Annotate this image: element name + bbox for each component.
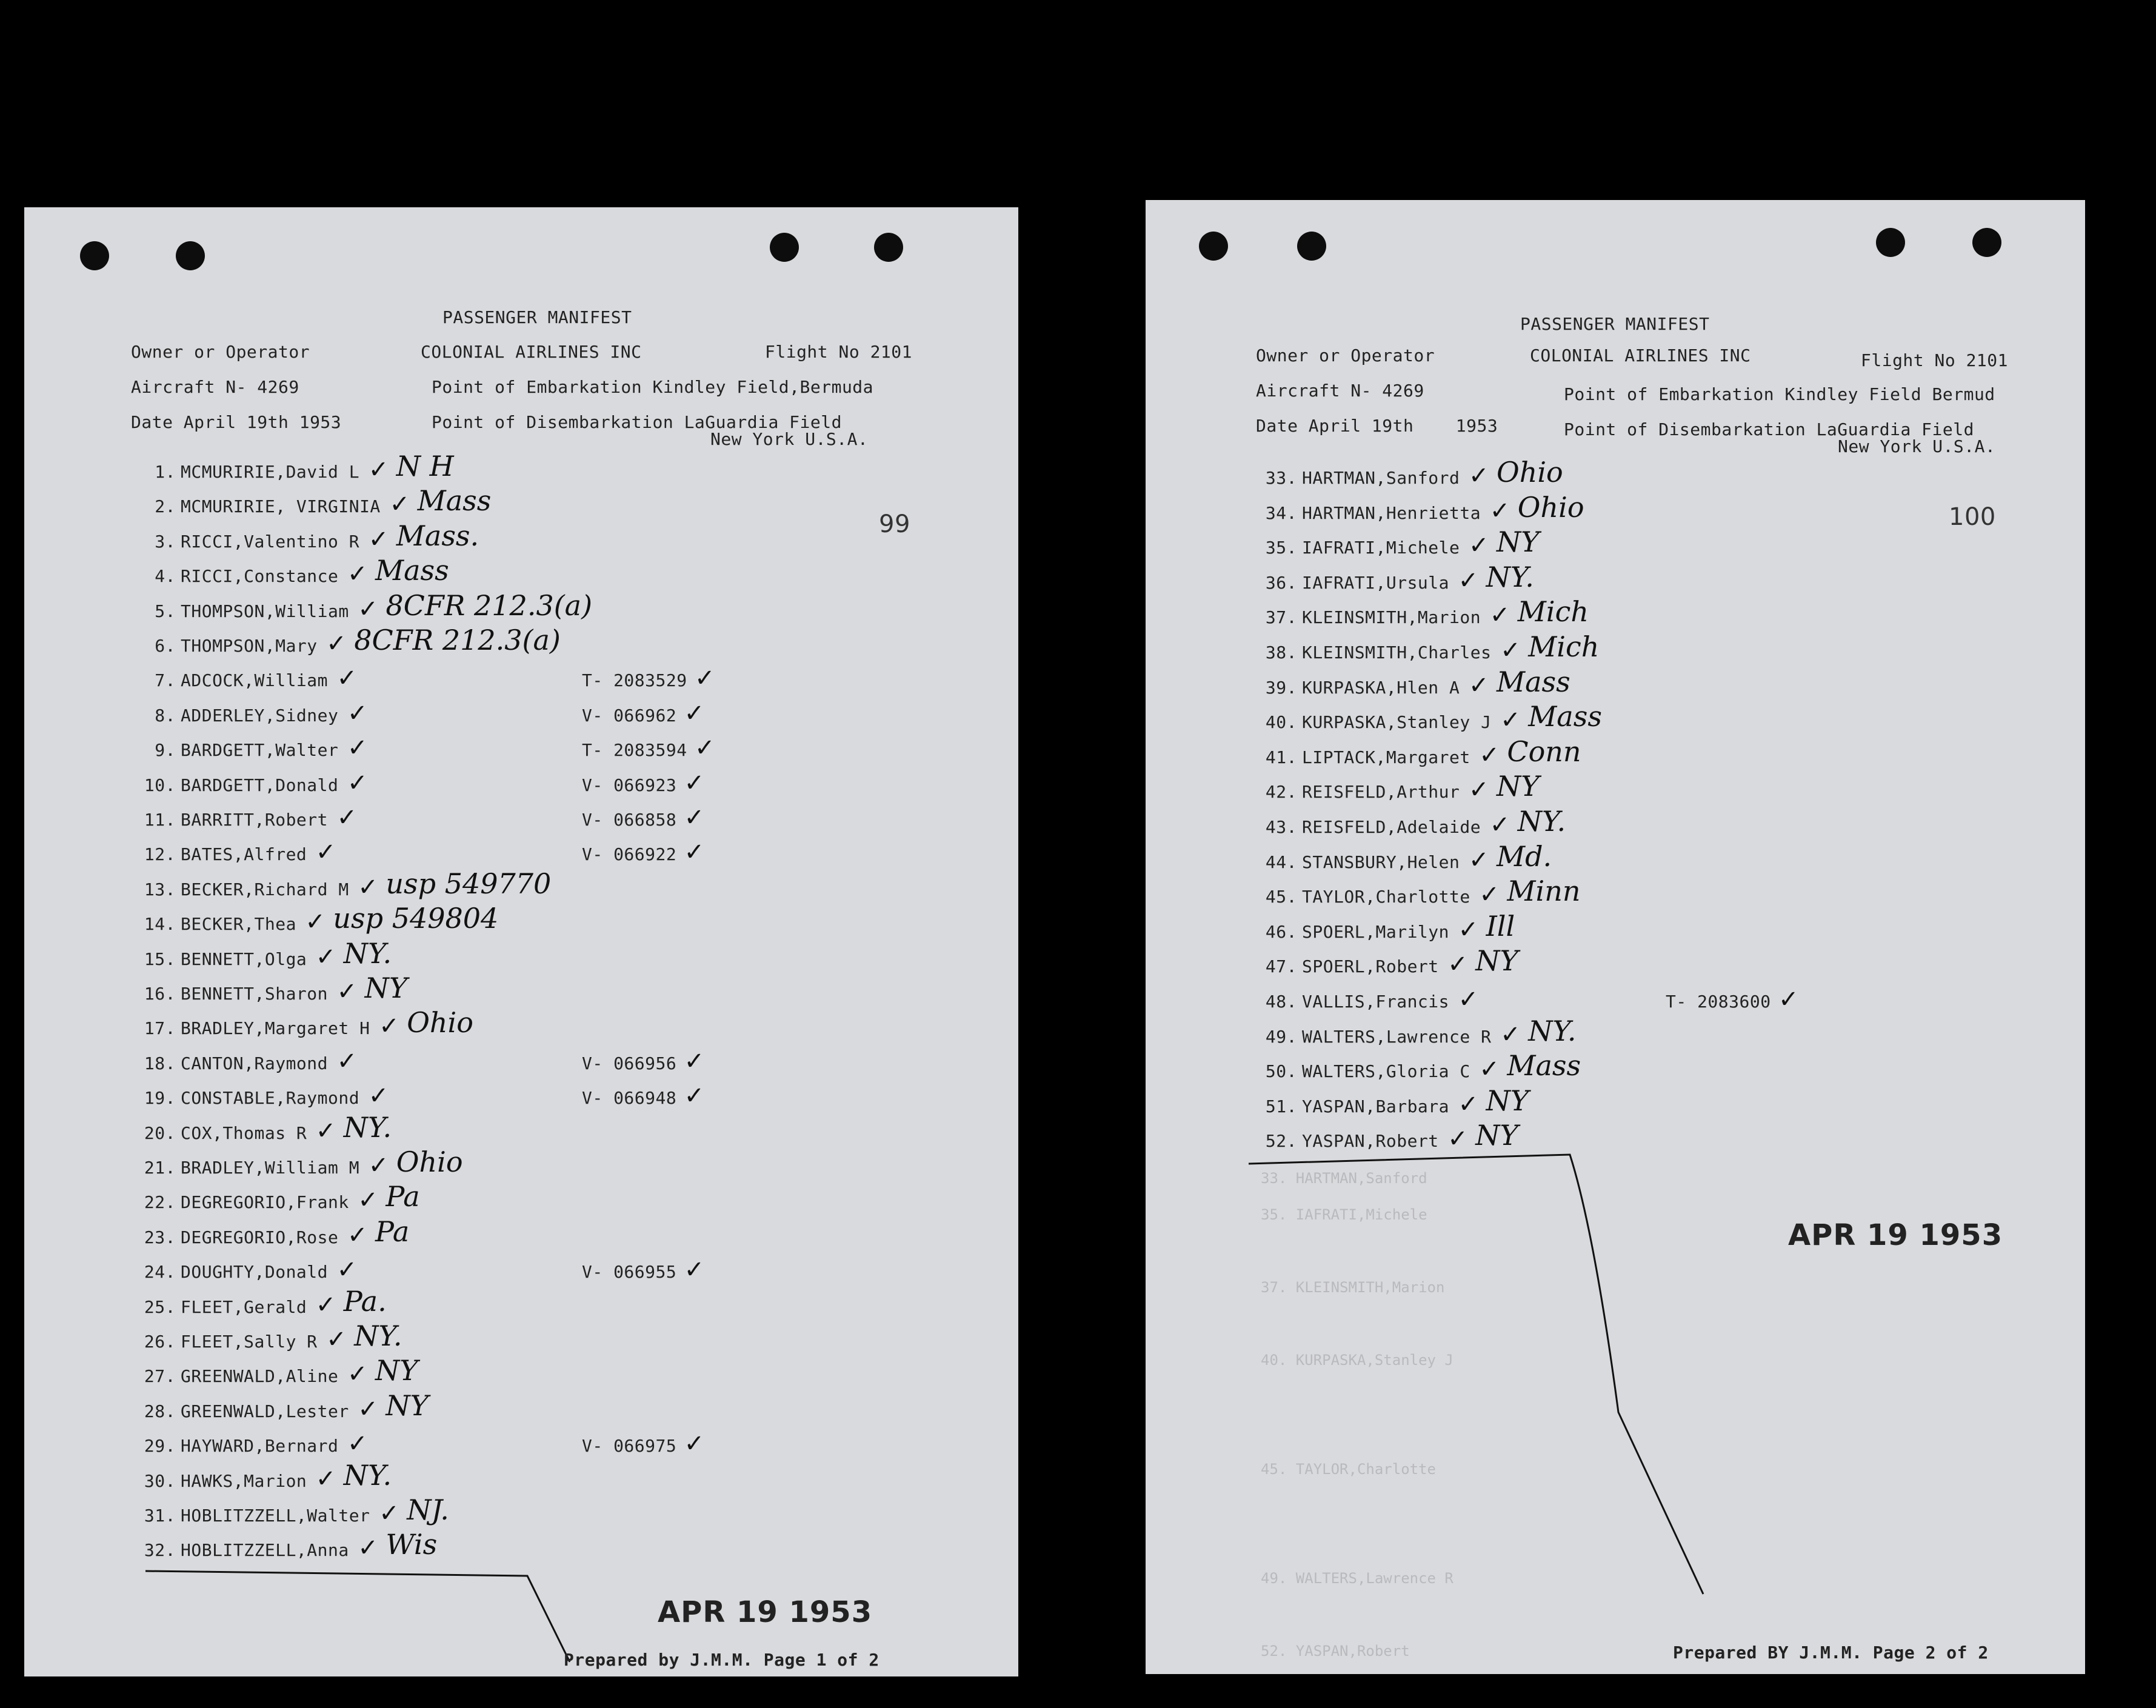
passenger-number: 3.: [155, 531, 176, 552]
aircraft-number: Aircraft N- 4269: [131, 377, 299, 397]
passenger-name: RICCI,Valentino R: [181, 531, 360, 552]
passenger-name: HARTMAN,Henrietta: [1302, 502, 1481, 523]
check-mark-icon: ✓: [347, 734, 368, 762]
handwritten-note: NY: [364, 972, 408, 1004]
passenger-name: BARRITT,Robert: [181, 810, 329, 830]
passenger-number: 30.: [144, 1470, 176, 1491]
check-mark-icon: ✓: [358, 873, 378, 901]
handwritten-note: Conn: [1507, 735, 1581, 768]
check-mark-icon: ✓: [1447, 950, 1468, 979]
passenger-name: CONSTABLE,Raymond: [181, 1088, 360, 1109]
check-mark-icon: ✓: [1458, 1090, 1479, 1118]
handwritten-note: Md.: [1497, 839, 1552, 873]
passenger-name: KURPASKA,Hlen A: [1302, 677, 1460, 698]
passenger-name: KLEINSMITH,Marion: [1302, 607, 1481, 628]
handwritten-note: NY.: [343, 1458, 392, 1492]
passenger-name: WALTERS,Gloria C: [1302, 1061, 1470, 1082]
passenger-name: HOBLITZZELL,Anna: [181, 1540, 349, 1561]
passenger-number: 10.: [144, 775, 176, 795]
passenger-number: 39.: [1265, 677, 1297, 698]
handwritten-note: NY: [375, 1354, 418, 1387]
passenger-number: 12.: [144, 844, 176, 865]
passenger-name: REISFELD,Adelaide: [1302, 817, 1481, 837]
check-mark-icon: ✓: [358, 1534, 378, 1563]
check-mark-icon: ✓: [1458, 566, 1479, 595]
prepared-by-footer: Prepared by J.M.M. Page 1 of 2: [564, 1650, 879, 1670]
disembarkation: Point of Disembarkation LaGuardia Field: [1564, 419, 1974, 439]
manifest-date: Date April 19th 1953: [1256, 416, 1498, 436]
page-number: 100: [1949, 503, 1996, 531]
passenger-number: 27.: [144, 1366, 176, 1387]
passenger-number: 45.: [1265, 887, 1297, 907]
passenger-number: 9.: [155, 740, 176, 761]
check-mark-icon: ✓: [368, 1082, 389, 1110]
check-mark-icon: ✓: [1500, 706, 1521, 735]
handwritten-note: N H: [396, 450, 454, 482]
check-mark-icon: ✓: [336, 1256, 358, 1284]
bleed-through: 52. YASPAN,Robert: [1261, 1643, 1410, 1660]
passenger-name: GREENWALD,Lester: [181, 1401, 349, 1421]
passenger-number: 17.: [144, 1018, 176, 1039]
passenger-number: 22.: [144, 1192, 176, 1213]
check-mark-icon: ✓: [389, 490, 410, 519]
check-mark-icon: ✓: [684, 769, 705, 797]
manifest-page-1: [24, 207, 1018, 1676]
passenger-number: 26.: [144, 1332, 176, 1352]
check-mark-icon: ✓: [347, 1360, 368, 1389]
handwritten-note: Mass: [1507, 1049, 1581, 1083]
passenger-number: 8.: [155, 705, 176, 726]
passenger-number: 21.: [144, 1158, 176, 1178]
handwritten-note: Mich: [1517, 595, 1589, 629]
passenger-number: 46.: [1265, 921, 1297, 942]
travel-document-number: V- 066948: [582, 1088, 677, 1109]
handwritten-note: NY.: [1528, 1014, 1577, 1047]
passenger-number: 15.: [144, 949, 176, 969]
passenger-number: 14.: [144, 914, 176, 935]
check-mark-icon: ✓: [1479, 881, 1500, 909]
passenger-number: 13.: [144, 879, 176, 899]
closing-line: [24, 207, 1018, 1676]
manifest-page-2: [1146, 200, 2085, 1674]
passenger-name: DEGREGORIO,Frank: [181, 1192, 349, 1213]
handwritten-note: NY: [1486, 1084, 1529, 1117]
passenger-number: 16.: [144, 984, 176, 1004]
handwritten-note: NY.: [1517, 805, 1566, 838]
check-mark-icon: ✓: [326, 630, 347, 658]
handwritten-note: 8CFR 212.3(a): [385, 589, 593, 622]
check-mark-icon: ✓: [1479, 741, 1500, 769]
passenger-name: COX,Thomas R: [181, 1123, 307, 1143]
handwritten-note: Pa.: [343, 1284, 387, 1318]
passenger-number: 36.: [1265, 572, 1297, 593]
bleed-through: 37. KLEINSMITH,Marion: [1261, 1279, 1445, 1296]
bleed-through: 49. WALTERS,Lawrence R: [1261, 1570, 1453, 1587]
check-mark-icon: ✓: [1489, 496, 1510, 525]
disembarkation-city: New York U.S.A.: [1838, 436, 1996, 456]
check-mark-icon: ✓: [1469, 462, 1489, 490]
check-mark-icon: ✓: [347, 560, 368, 589]
passenger-name: KLEINSMITH,Charles: [1302, 642, 1492, 662]
handwritten-note: NY: [385, 1389, 429, 1422]
check-mark-icon: ✓: [1489, 811, 1510, 839]
passenger-number: 4.: [155, 566, 176, 587]
travel-document-number: T- 2083594: [582, 740, 687, 761]
check-mark-icon: ✓: [315, 1464, 336, 1493]
embarkation: Point of Embarkation Kindley Field Bermud: [1564, 384, 1995, 404]
handwritten-note: Wis: [385, 1528, 438, 1561]
passenger-name: YASPAN,Barbara: [1302, 1096, 1450, 1116]
passenger-name: ADDERLEY,Sidney: [181, 705, 339, 726]
check-mark-icon: ✓: [379, 1012, 399, 1041]
handwritten-note: NY.: [343, 936, 392, 970]
bleed-through: 35. IAFRATI,Michele: [1261, 1206, 1427, 1223]
travel-document-number: T- 2083600: [1666, 992, 1771, 1012]
passenger-number: 20.: [144, 1123, 176, 1143]
check-mark-icon: ✓: [368, 525, 389, 553]
manifest-title: PASSENGER MANIFEST: [1520, 314, 1710, 334]
handwritten-note: Pa: [385, 1180, 420, 1213]
check-mark-icon: ✓: [315, 838, 336, 867]
handwritten-note: Minn: [1507, 875, 1581, 908]
check-mark-icon: ✓: [1458, 915, 1479, 944]
owner-label: Owner or Operator: [131, 342, 310, 362]
handwritten-note: Mass.: [396, 519, 479, 552]
embarkation: Point of Embarkation Kindley Field,Bermuda: [432, 377, 874, 397]
passenger-name: CANTON,Raymond: [181, 1053, 329, 1073]
passenger-number: 25.: [144, 1296, 176, 1317]
passenger-number: 32.: [144, 1540, 176, 1561]
passenger-name: MCMURIRIE, VIRGINIA: [181, 496, 381, 517]
check-mark-icon: ✓: [1489, 601, 1510, 630]
check-mark-icon: ✓: [336, 804, 358, 832]
check-mark-icon: ✓: [358, 1186, 378, 1215]
check-mark-icon: ✓: [1447, 1125, 1468, 1153]
disembarkation-city: New York U.S.A.: [710, 429, 869, 449]
handwritten-note: Ohio: [396, 1146, 463, 1178]
travel-document-number: V- 066955: [582, 1262, 677, 1283]
travel-document-number: V- 066923: [582, 775, 677, 795]
handwritten-note: Pa: [375, 1215, 410, 1248]
passenger-number: 44.: [1265, 852, 1297, 872]
passenger-number: 33.: [1265, 468, 1297, 488]
check-mark-icon: ✓: [1469, 532, 1489, 560]
passenger-name: BECKER,Thea: [181, 914, 296, 935]
travel-document-number: T- 2083529: [582, 670, 687, 691]
check-mark-icon: ✓: [368, 456, 389, 484]
passenger-name: BRADLEY,Margaret H: [181, 1018, 370, 1039]
handwritten-note: NY: [1475, 1119, 1518, 1152]
bleed-through: 33. HARTMAN,Sanford: [1261, 1170, 1427, 1187]
passenger-number: 31.: [144, 1506, 176, 1526]
handwritten-note: Mass: [417, 484, 492, 518]
handwritten-note: NY.: [343, 1110, 392, 1144]
check-mark-icon: ✓: [684, 838, 705, 867]
passenger-number: 43.: [1265, 817, 1297, 837]
handwritten-note: NY: [1475, 944, 1518, 978]
check-mark-icon: ✓: [315, 1116, 336, 1145]
check-mark-icon: ✓: [315, 942, 336, 971]
passenger-name: SPOERL,Marilyn: [1302, 921, 1450, 942]
check-mark-icon: ✓: [684, 1256, 705, 1284]
owner-value: COLONIAL AIRLINES INC: [421, 342, 642, 362]
check-mark-icon: ✓: [347, 699, 368, 727]
passenger-name: REISFELD,Arthur: [1302, 782, 1460, 802]
passenger-number: 42.: [1265, 782, 1297, 802]
passenger-number: 7.: [155, 670, 176, 691]
passenger-number: 48.: [1265, 992, 1297, 1012]
handwritten-note: usp 549804: [333, 902, 499, 935]
check-mark-icon: ✓: [1458, 986, 1479, 1013]
handwritten-note: Mass: [1497, 665, 1570, 698]
passenger-number: 6.: [155, 636, 176, 656]
check-mark-icon: ✓: [695, 734, 715, 762]
passenger-name: THOMPSON,Mary: [181, 636, 318, 656]
passenger-name: KURPASKA,Stanley J: [1302, 712, 1492, 733]
check-mark-icon: ✓: [347, 1430, 368, 1458]
passenger-number: 23.: [144, 1227, 176, 1247]
check-mark-icon: ✓: [1479, 1055, 1500, 1084]
handwritten-note: Ohio: [1497, 456, 1563, 489]
check-mark-icon: ✓: [1469, 846, 1489, 874]
check-mark-icon: ✓: [684, 1047, 705, 1075]
check-mark-icon: ✓: [684, 1430, 705, 1458]
passenger-name: BRADLEY,William M: [181, 1158, 360, 1178]
owner-label: Owner or Operator: [1256, 345, 1435, 365]
check-mark-icon: ✓: [305, 908, 325, 936]
handwritten-note: Ohio: [407, 1006, 473, 1039]
passenger-name: LIPTACK,Margaret: [1302, 747, 1470, 767]
passenger-number: 49.: [1265, 1026, 1297, 1047]
check-mark-icon: ✓: [684, 699, 705, 727]
check-mark-icon: ✓: [358, 1395, 378, 1423]
passenger-name: BENNETT,Olga: [181, 949, 307, 969]
passenger-number: 29.: [144, 1436, 176, 1456]
passenger-name: YASPAN,Robert: [1302, 1131, 1439, 1152]
passenger-number: 18.: [144, 1053, 176, 1073]
passenger-number: 28.: [144, 1401, 176, 1421]
passenger-name: IAFRATI,Michele: [1302, 538, 1460, 558]
bleed-through: 40. KURPASKA,Stanley J: [1261, 1352, 1453, 1369]
passenger-name: TAYLOR,Charlotte: [1302, 887, 1470, 907]
check-mark-icon: ✓: [326, 1326, 347, 1353]
handwritten-note: NY: [1497, 770, 1540, 803]
check-mark-icon: ✓: [1469, 671, 1489, 699]
check-mark-icon: ✓: [368, 1152, 389, 1179]
passenger-number: 19.: [144, 1088, 176, 1109]
passenger-name: HAYWARD,Bernard: [181, 1436, 339, 1456]
passenger-number: 51.: [1265, 1096, 1297, 1116]
passenger-name: FLEET,Gerald: [181, 1296, 307, 1317]
disembarkation: Point of Disembarkation LaGuardia Field: [432, 412, 842, 432]
passenger-name: VALLIS,Francis: [1302, 992, 1450, 1012]
passenger-name: BATES,Alfred: [181, 844, 307, 865]
check-mark-icon: ✓: [336, 664, 358, 693]
passenger-number: 38.: [1265, 642, 1297, 662]
passenger-name: BARDGETT,Walter: [181, 740, 339, 761]
handwritten-note: usp 549770: [385, 867, 552, 900]
handwritten-note: Ohio: [1517, 490, 1584, 524]
passenger-name: THOMPSON,William: [181, 601, 349, 621]
passenger-name: BARDGETT,Donald: [181, 775, 339, 795]
passenger-number: 35.: [1265, 538, 1297, 558]
passenger-name: DOUGHTY,Donald: [181, 1262, 329, 1283]
passenger-name: HOBLITZZELL,Walter: [181, 1506, 370, 1526]
check-mark-icon: ✓: [347, 769, 368, 797]
check-mark-icon: ✓: [336, 978, 358, 1006]
travel-document-number: V- 066956: [582, 1053, 677, 1073]
passenger-number: 52.: [1265, 1131, 1297, 1152]
handwritten-note: Mich: [1528, 630, 1600, 663]
aircraft-number: Aircraft N- 4269: [1256, 381, 1424, 401]
date-stamp: APR 19 1953: [658, 1595, 873, 1629]
check-mark-icon: ✓: [336, 1047, 358, 1075]
passenger-number: 24.: [144, 1262, 176, 1283]
handwritten-note: NY.: [1486, 560, 1534, 593]
passenger-name: MCMURIRIE,David L: [181, 462, 360, 482]
page-number: 99: [879, 510, 910, 538]
manifest-title: PASSENGER MANIFEST: [442, 307, 632, 327]
check-mark-icon: ✓: [358, 595, 378, 623]
passenger-name: FLEET,Sally R: [181, 1332, 318, 1352]
check-mark-icon: ✓: [1500, 1020, 1521, 1049]
travel-document-number: V- 066922: [582, 844, 677, 865]
passenger-number: 11.: [144, 810, 176, 830]
check-mark-icon: ✓: [315, 1290, 336, 1319]
travel-document-number: V- 066975: [582, 1436, 677, 1456]
passenger-name: BECKER,Richard M: [181, 879, 349, 899]
handwritten-note: NJ.: [407, 1493, 449, 1526]
check-mark-icon: ✓: [379, 1500, 399, 1527]
passenger-number: 50.: [1265, 1061, 1297, 1082]
passenger-number: 47.: [1265, 956, 1297, 977]
check-mark-icon: ✓: [347, 1221, 368, 1249]
passenger-name: GREENWALD,Aline: [181, 1366, 339, 1387]
manifest-date: Date April 19th 1953: [131, 412, 342, 432]
passenger-name: HARTMAN,Sanford: [1302, 468, 1460, 488]
passenger-name: ADCOCK,William: [181, 670, 329, 691]
check-mark-icon: ✓: [1500, 636, 1521, 664]
bleed-through: 45. TAYLOR,Charlotte: [1261, 1461, 1436, 1478]
passenger-name: HAWKS,Marion: [181, 1470, 307, 1491]
passenger-number: 40.: [1265, 712, 1297, 733]
passenger-number: 37.: [1265, 607, 1297, 628]
flight-number: Flight No 2101: [1861, 350, 2009, 370]
check-mark-icon: ✓: [684, 804, 705, 832]
check-mark-icon: ✓: [695, 664, 715, 693]
travel-document-number: V- 066962: [582, 705, 677, 726]
passenger-name: WALTERS,Lawrence R: [1302, 1026, 1492, 1047]
owner-value: COLONIAL AIRLINES INC: [1530, 345, 1751, 365]
travel-document-number: V- 066858: [582, 810, 677, 830]
check-mark-icon: ✓: [684, 1082, 705, 1110]
prepared-by-footer: Prepared BY J.M.M. Page 2 of 2: [1673, 1643, 1989, 1663]
passenger-name: STANSBURY,Helen: [1302, 852, 1460, 872]
passenger-name: RICCI,Constance: [181, 566, 339, 587]
check-mark-icon: ✓: [1778, 986, 1799, 1013]
handwritten-note: Ill: [1486, 909, 1515, 942]
passenger-number: 1.: [155, 462, 176, 482]
handwritten-note: NY: [1497, 525, 1540, 559]
passenger-number: 41.: [1265, 747, 1297, 767]
handwritten-note: NY.: [354, 1319, 402, 1352]
date-stamp: APR 19 1953: [1788, 1218, 2003, 1252]
passenger-name: DEGREGORIO,Rose: [181, 1227, 339, 1247]
check-mark-icon: ✓: [1469, 776, 1489, 804]
passenger-name: BENNETT,Sharon: [181, 984, 329, 1004]
flight-number: Flight No 2101: [765, 342, 913, 362]
passenger-number: 2.: [155, 496, 176, 517]
closing-line: [1146, 200, 2085, 1674]
passenger-number: 5.: [155, 601, 176, 621]
passenger-name: IAFRATI,Ursula: [1302, 572, 1450, 593]
passenger-name: SPOERL,Robert: [1302, 956, 1439, 977]
handwritten-note: Mass: [1528, 700, 1602, 733]
handwritten-note: 8CFR 212.3(a): [354, 624, 561, 656]
passenger-number: 34.: [1265, 502, 1297, 523]
handwritten-note: Mass: [375, 554, 449, 587]
